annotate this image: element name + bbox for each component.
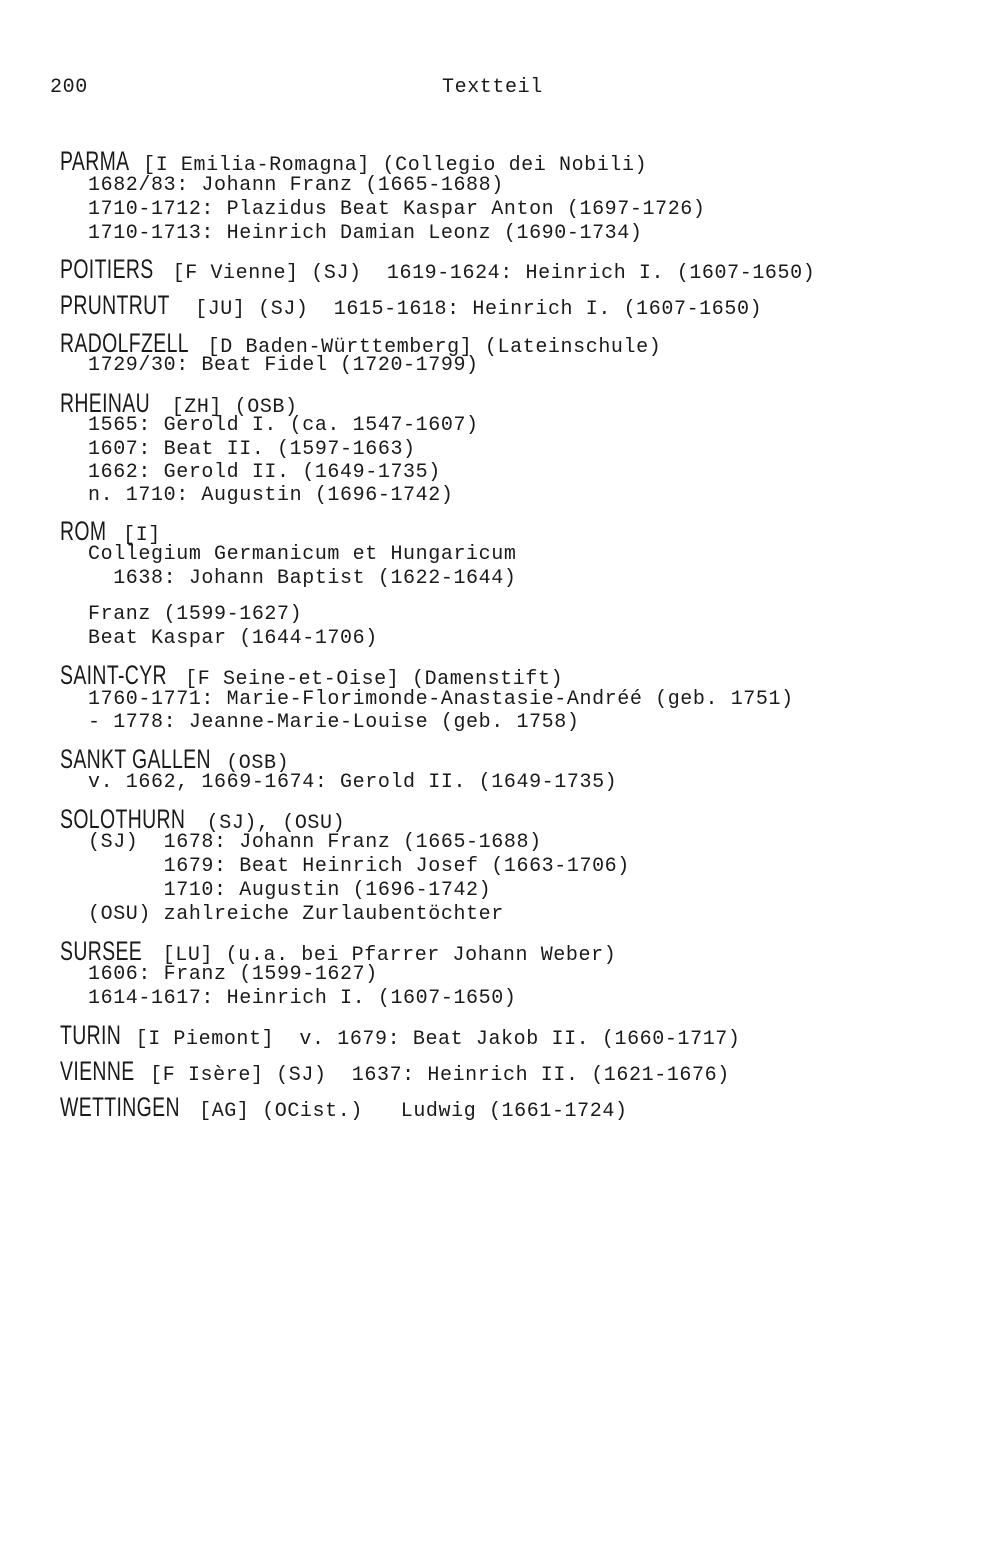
place-details: [ZH] (OSB) xyxy=(159,396,298,419)
place-details: [LU] (u.a. bei Pfarrer Johann Weber) xyxy=(150,944,617,967)
place-details: [F Isère] (SJ) 1637: Heinrich II. (1621-1676) xyxy=(137,1064,730,1087)
entry-line: n. 1710: Augustin (1696-1742) xyxy=(88,484,454,507)
place-name: ROM xyxy=(60,516,107,546)
place-name: SURSEE xyxy=(60,936,143,966)
place-details: (SJ), (OSU) xyxy=(194,812,346,835)
place-name: PRUNTRUT xyxy=(60,290,170,320)
place-details: [F Seine-et-Oise] (Damenstift) xyxy=(172,668,564,691)
place-details: [D Baden-Württemberg] (Lateinschule) xyxy=(195,336,662,359)
entry-line: 1638: Johann Baptist (1622-1644) xyxy=(88,567,517,590)
entry-turin-heading xyxy=(60,1022,741,1050)
entry-rom-heading xyxy=(60,518,161,546)
entry-line: 1614-1617: Heinrich I. (1607-1650) xyxy=(88,987,517,1010)
place-name: PARMA xyxy=(60,146,130,176)
place-name: SAINT-CYR xyxy=(60,660,167,690)
entry-line: 1679: Beat Heinrich Josef (1663-1706) xyxy=(88,855,630,878)
entry-line: (OSU) zahlreiche Zurlaubentöchter xyxy=(88,903,504,926)
entry-line: Collegium Germanicum et Hungaricum xyxy=(88,543,517,566)
place-name: SANKT GALLEN xyxy=(60,744,211,774)
entry-poitiers-heading xyxy=(60,256,815,284)
entry-line: 1565: Gerold I. (ca. 1547-1607) xyxy=(88,414,479,437)
entry-line: 1607: Beat II. (1597-1663) xyxy=(88,438,416,461)
place-details: [AG] (OCist.) Ludwig (1661-1724) xyxy=(186,1100,628,1123)
entry-line: 1682/83: Johann Franz (1665-1688) xyxy=(88,174,504,197)
entry-pruntrut-heading xyxy=(60,292,762,320)
place-details: [I Emilia-Romagna] (Collegio dei Nobili) xyxy=(130,154,648,177)
place-name: RADOLFZELL xyxy=(60,328,189,358)
entry-solothurn-heading xyxy=(60,806,345,834)
entry-line: (SJ) 1678: Johann Franz (1665-1688) xyxy=(88,831,542,854)
entry-line: 1662: Gerold II. (1649-1735) xyxy=(88,461,441,484)
entry-line: v. 1662, 1669-1674: Gerold II. (1649-1735) xyxy=(88,771,618,794)
entry-line: 1606: Franz (1599-1627) xyxy=(88,963,378,986)
entry-line: 1710: Augustin (1696-1742) xyxy=(88,879,492,902)
entry-sursee-heading xyxy=(60,938,616,966)
place-details: [JU] (SJ) 1615-1618: Heinrich I. (1607-1650) xyxy=(182,298,763,321)
entry-vienne-heading xyxy=(60,1058,730,1086)
place-name: SOLOTHURN xyxy=(60,804,186,834)
place-name: WETTINGEN xyxy=(60,1092,180,1122)
entry-line: 1710-1713: Heinrich Damian Leonz (1690-1734) xyxy=(88,222,643,245)
place-details: [F Vienne] (SJ) 1619-1624: Heinrich I. (1607-1650) xyxy=(160,262,816,285)
entry-sankt-gallen-heading xyxy=(60,746,289,774)
place-name: RHEINAU xyxy=(60,388,151,418)
entry-line: Beat Kaspar (1644-1706) xyxy=(88,627,378,650)
place-name: VIENNE xyxy=(60,1056,135,1086)
place-name: TURIN xyxy=(60,1020,122,1050)
entry-line: 1710-1712: Plazidus Beat Kaspar Anton (1697-1726) xyxy=(88,198,706,221)
place-details: [I] xyxy=(110,524,161,547)
entry-line: 1760-1771: Marie-Florimonde-Anastasie-Andréé (geb. 1751) xyxy=(88,688,794,711)
entry-line: - 1778: Jeanne-Marie-Louise (geb. 1758) xyxy=(88,711,580,734)
entry-line: Franz (1599-1627) xyxy=(88,603,303,626)
place-details: (OSB) xyxy=(213,752,290,775)
entry-wettingen-heading xyxy=(60,1094,628,1122)
entry-parma-heading xyxy=(60,148,647,176)
entry-line: 1729/30: Beat Fidel (1720-1799) xyxy=(88,354,479,377)
place-details: [I Piemont] v. 1679: Beat Jakob II. (1660-1717) xyxy=(123,1028,741,1051)
running-title: Textteil xyxy=(442,76,543,99)
entry-saint-cyr-heading xyxy=(60,662,563,690)
page-number: 200 xyxy=(50,76,88,99)
place-name: POITIERS xyxy=(60,254,154,284)
